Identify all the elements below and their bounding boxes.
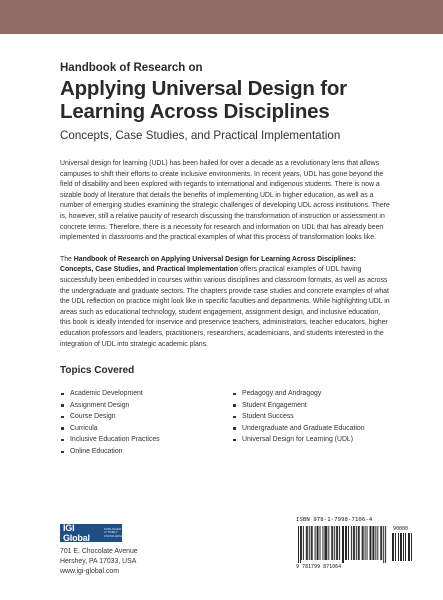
addon-bar	[411, 533, 412, 561]
barcode-bar	[328, 526, 329, 560]
barcode-bar	[336, 526, 337, 560]
isbn-barcode-block	[296, 517, 414, 572]
barcode-bar	[383, 526, 384, 563]
addon-bar	[395, 533, 396, 561]
barcode-bar	[317, 526, 318, 560]
barcode-bar	[320, 526, 321, 560]
barcode-bar	[325, 526, 326, 560]
barcode-bar	[354, 526, 355, 560]
price-addon-barcode	[390, 519, 414, 564]
barcode-bar	[306, 526, 307, 560]
addon-bar	[392, 533, 393, 561]
topic-item: Student Engagement	[232, 400, 365, 412]
barcode-bar	[385, 526, 386, 563]
barcode-bar	[353, 526, 354, 560]
book-title-line2: Learning Across Disciplines	[60, 100, 330, 123]
barcode-bar	[339, 526, 340, 560]
topic-item: Curricula	[60, 423, 232, 435]
barcode-bar	[377, 526, 378, 560]
publisher-logo-tagline: PUBLISHER of TIMELY KNOWLEDGE	[104, 526, 124, 538]
topics-column-left	[60, 388, 232, 458]
description-paragraph-2	[60, 255, 390, 350]
book-title-line1: Applying Universal Design for	[60, 77, 347, 100]
barcode-bar	[370, 526, 371, 560]
addon-bar	[393, 533, 394, 561]
barcode-bar	[359, 526, 360, 560]
barcode-bar	[373, 526, 374, 560]
topic-item: Pedagogy and Andragogy	[232, 388, 365, 400]
addon-bar	[401, 533, 402, 561]
topics-heading: Topics Covered	[60, 365, 135, 377]
barcode-bar	[346, 526, 347, 560]
title-kicker: Handbook of Research on	[60, 62, 203, 74]
isbn-label: ISBN 978-1-7998-7106-4	[296, 517, 373, 523]
barcode-bar	[312, 526, 313, 560]
barcode-bar	[375, 526, 376, 560]
barcode-bar	[311, 526, 312, 560]
addon-bar	[398, 533, 399, 561]
barcode-bar	[345, 526, 346, 560]
barcode-bar	[300, 526, 301, 563]
topics-column-right	[232, 388, 365, 458]
barcode-bar	[362, 526, 363, 560]
publisher-website: www.igi-global.com	[60, 568, 119, 576]
topic-item: Assignment Design	[60, 400, 232, 412]
barcode-digits: 9 781799 871064	[296, 564, 342, 570]
topic-item: Academic Development	[60, 388, 232, 400]
barcode-bar	[323, 526, 324, 560]
topic-item: Inclusive Education Practices	[60, 434, 232, 446]
barcode-bar	[381, 526, 382, 560]
barcode-bar	[301, 526, 302, 560]
addon-bar	[400, 533, 401, 561]
barcode-bar	[298, 526, 299, 563]
barcode-bar	[356, 526, 357, 560]
paragraph2-body: offers practical examples of UDL having successfully been embedded in courses within various disciplines and classroom formats, as well as across the undergraduate and graduate sectors. The chapters provide case studies and concrete examples of what the UDL reflection on practice might look like in specific faculties and departments. While highlighting UDL in areas such as educational technology, student engagement, assignment design, and inclusive education, this book is ideally intended for inservice and preservice teachers, administrators, teacher educators, higher education professors and leaders, practitioners, researchers, academicians, and students interested in the integration of UDL into strategic academic plans.	[60, 266, 390, 348]
barcode-bar	[343, 526, 344, 563]
book-title	[60, 77, 390, 123]
barcode-bar	[303, 526, 304, 560]
barcode-bar	[351, 526, 352, 560]
barcode-bar	[326, 526, 327, 560]
barcode-bar	[331, 526, 332, 560]
addon-digits: 90000	[393, 526, 409, 532]
book-subtitle: Concepts, Case Studies, and Practical Implementation	[60, 129, 341, 142]
barcode-bar	[371, 526, 372, 560]
publisher-block	[60, 524, 210, 578]
barcode-bar	[367, 526, 368, 560]
topic-item: Online Education	[60, 446, 232, 458]
barcode-bar	[358, 526, 359, 560]
addon-bar	[403, 533, 404, 561]
addon-bar	[408, 533, 409, 561]
barcode-bar	[365, 526, 366, 560]
barcode-bar	[334, 526, 335, 560]
barcode-bar	[337, 526, 338, 560]
barcode-bar	[315, 526, 316, 560]
paragraph2-prefix: The	[60, 255, 74, 263]
topic-item: Course Design	[60, 411, 232, 423]
topic-item: Student Success	[232, 411, 365, 423]
barcode-bar	[309, 526, 310, 560]
barcode-bar	[332, 526, 333, 560]
barcode-bar	[342, 526, 343, 563]
barcode-bar	[372, 526, 373, 560]
publisher-logo-text: IGI Global	[63, 523, 90, 543]
paragraph2-book-title: Handbook of Research on Applying Universal Design for Learning Across Disciplines: Concepts, Case Studies, and Practical Implementation	[60, 255, 356, 274]
publisher-address	[60, 547, 210, 578]
isbn-barcode	[296, 526, 388, 564]
description-paragraph-1: Universal design for learning (UDL) has been hailed for over a decade as a revolutionary lens that allows campuses to shift their efforts to create inclusive environments. In recent years, UDL has gone beyond the field of disability and been explored with regards to international and indigenous students. There is now a sizable body of literature that details the benefits of implementing UDL in higher education, as well as a number of emerging studies examining the strategic challenges of developing UDL across institutions. There is, however, still a relative paucity of research discussing the transformation of instruction or assessment in concrete terms. Therefore, there is a necessity for research and information on UDL that has already been implemented in classrooms and the practical examples of what this process of transformation looks like.	[60, 160, 390, 242]
topic-item: Undergraduate and Graduate Education	[232, 423, 365, 435]
address-line-1: 701 E. Chocolate Avenue	[60, 548, 138, 555]
barcode-bar	[307, 526, 308, 560]
barcode-bar	[363, 526, 364, 560]
topic-item: Universal Design for Learning (UDL)	[232, 434, 365, 446]
barcode-bar	[380, 526, 381, 560]
publisher-logo	[60, 524, 122, 542]
barcode-bar	[324, 526, 325, 560]
barcode-bar	[318, 526, 319, 560]
barcode-bar	[348, 526, 349, 560]
back-cover-content	[60, 62, 390, 458]
addon-bar	[409, 533, 410, 561]
top-color-band	[0, 0, 443, 34]
addon-bar	[405, 533, 406, 561]
address-line-2: Hershey, PA 17033, USA	[60, 558, 137, 566]
topics-list	[60, 388, 390, 458]
